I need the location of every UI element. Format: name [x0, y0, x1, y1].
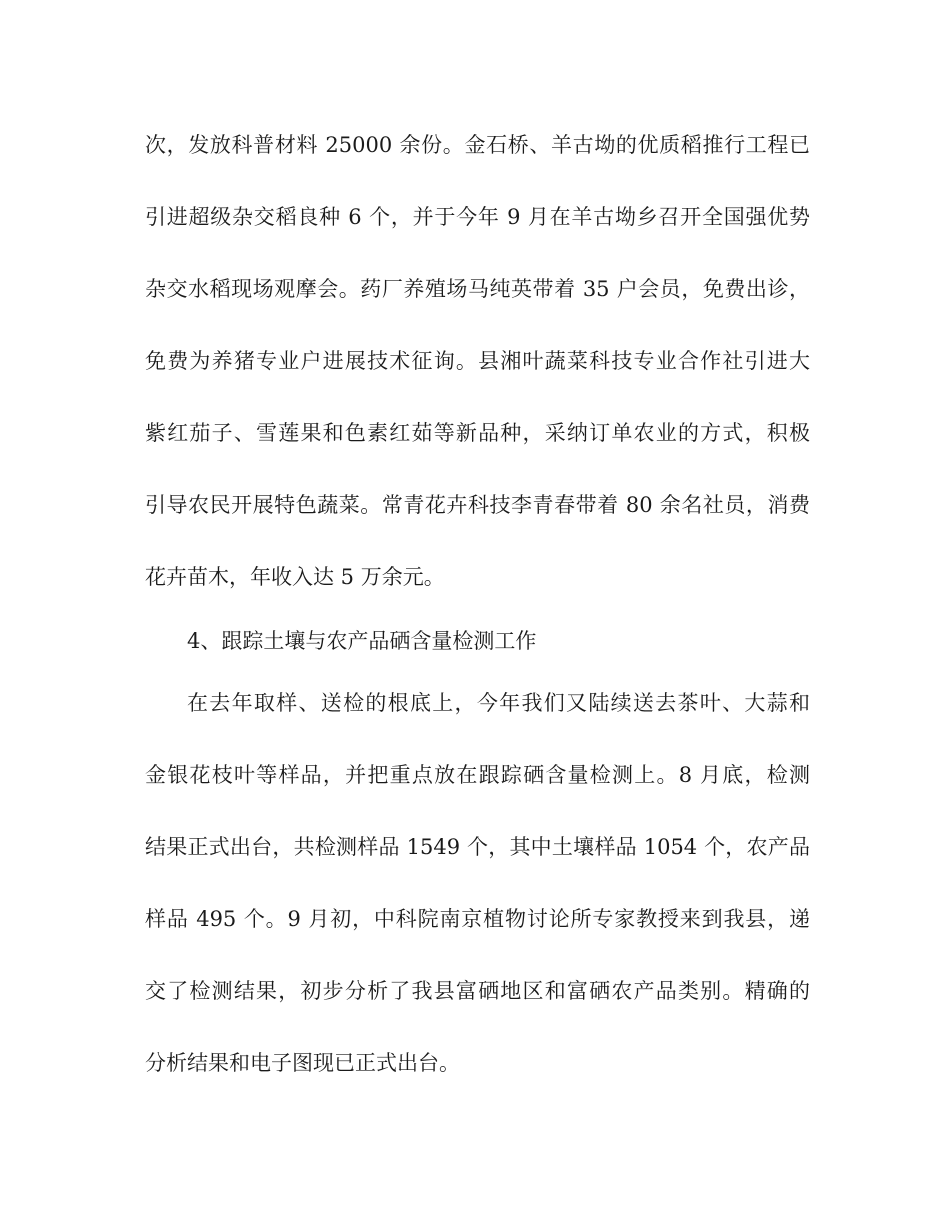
paragraph-1-line-6: 引导农民开展特色蔬菜。常青花卉科技李青春带着 80 余名社员，消费: [145, 493, 810, 517]
paragraph-1-line-5: 紫红茄子、雪莲果和色素红茹等新品种，采纳订单农业的方式，积极: [145, 421, 810, 445]
paragraph-1-line-7: 花卉苗木，年收入达 5 万余元。: [145, 565, 445, 589]
paragraph-2-line-5: 交了检测结果，初步分析了我县富硒地区和富硒农产品类别。精确的: [145, 979, 810, 1003]
paragraph-2-line-4: 样品 495 个。9 月初，中科院南京植物讨论所专家教授来到我县，递: [145, 907, 810, 931]
paragraph-2-line-2: 金银花枝叶等样品，并把重点放在跟踪硒含量检测上。8 月底，检测: [145, 763, 810, 787]
paragraph-1-line-1: 次，发放科普材料 25000 余份。金石桥、羊古坳的优质稻推行工程已: [145, 133, 810, 157]
section-heading: 4、跟踪土壤与农产品硒含量检测工作: [187, 629, 537, 653]
paragraph-1-line-3: 杂交水稻现场观摩会。药厂养殖场马纯英带着 35 户会员，免费出诊，: [145, 277, 810, 301]
paragraph-2-line-6: 分析结果和电子图现已正式出台。: [145, 1051, 460, 1075]
paragraph-1-line-2: 引进超级杂交稻良种 6 个，并于今年 9 月在羊古坳乡召开全国强优势: [145, 205, 810, 229]
paragraph-2-line-3: 结果正式出台，共检测样品 1549 个，其中土壤样品 1054 个，农产品: [145, 835, 810, 859]
paragraph-2-line-1: 在去年取样、送检的根底上，今年我们又陆续送去茶叶、大蒜和: [187, 691, 810, 715]
paragraph-1-line-4: 免费为养猪专业户进展技术征询。县湘叶蔬菜科技专业合作社引进大: [145, 349, 810, 373]
